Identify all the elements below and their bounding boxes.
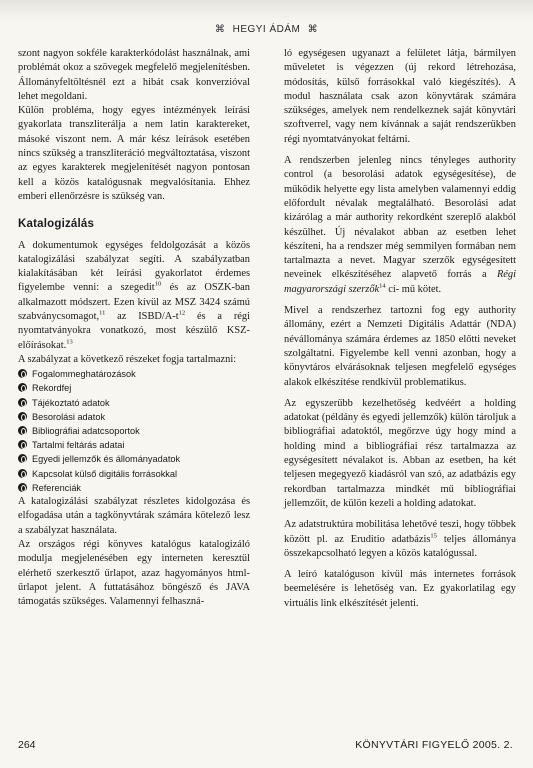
list-item xyxy=(18,410,250,424)
list-item-label: Kapcsolat külső digitális forrásokkal xyxy=(32,468,178,479)
left-paragraph-5: A katalogizálási szabályzat részletes kidolgozása és elfogadása után a tagkönyvtárak számára kötelező lesz a szabályzat használata. xyxy=(18,496,250,536)
bullet-icon xyxy=(18,454,27,463)
left-paragraph-2: Külön probléma, hogy egyes intézmények leírási gyakorlata transzliterálja a nem latin karaktereket, másoké viszont nem. A már kész leírások esetében nincs szükség a transzliteráció megváltoztatása, viszont az egyes karakterek megjelenítését nagyon pontosan kell a közös katalógusnak megvalósítania. Ehhez emberi ellenőrzésre is szükség van. xyxy=(18,105,250,202)
p5-text-b: teljes állománya összekapcsolható legyen a közös katalógussal. xyxy=(284,533,516,559)
left-paragraph-6: Az országos régi könyves katalógus katalogizáló modulja megjelenésében egy interneten keresztül elérhető szerkesztő űrlapot, azaz hagyományos html-űrlapot jelent. A futtatásához böngésző és JAVA támogatás szükséges. Valamennyi felhaszná- xyxy=(18,538,250,608)
bullet-icon xyxy=(18,440,27,449)
section-title-katalogizalas: Katalogizálás xyxy=(18,218,95,231)
right-paragraph-3: Mivel a rendszerhez tartozni fog egy authority állomány, ezért a Nemzeti Digitális Adattár (NDA) névállománya számára érdemes az 1850 előtti neveket szolgáltatni. Figyelembe kell venni azonban, hogy a könyvtáros elvárásoknak teljesen megfelelő egységes alakok elkészítése rendkívül problematikus. xyxy=(284,305,516,388)
bullet-icon xyxy=(18,469,27,478)
page-number: 264 xyxy=(18,739,36,751)
left-paragraph-3 xyxy=(18,239,250,353)
bullet-icon xyxy=(18,398,27,407)
p2-text-a: A rendszerben jelenleg nincs tényleges authority control (a besorolási adatok egységesítése), de működik helyette egy lista amelyben valamennyi eddig előfordult névalak megtalálható. Besorolási adat kizárólag a már authority rekordként szereplő alakból készülhet. Új névalakot abban az esetben lehet készíteni, ha a rendszer még semmilyen formában nem tartalmazta a nevet. Magyar szerzők egységesített neveinek elkészítéséhez alapvető forrás a xyxy=(284,155,516,281)
list-item xyxy=(18,396,250,410)
list-item xyxy=(18,452,250,466)
footnote-ref-15: 15 xyxy=(430,532,437,540)
book-title: Régi magyarországi szerzők xyxy=(284,269,516,295)
right-paragraph-6: A leíró katalóguson kívül más internetes források beemelésére is lehetőség van. Ez gyakorlatilag egy virtuális link elkészítését jelenti. xyxy=(284,569,516,609)
p3-text-b: és az OSZK-ban alkalmazott módszert. Ezen kívül az MSZ 3424 számú szabványcsomagot, xyxy=(18,282,250,323)
p3-text-d: és a régi nyomtatványokra vonatkozó, most készülő KSZ-előírásokat. xyxy=(18,311,250,351)
list-item xyxy=(18,467,250,481)
bullet-icon xyxy=(18,383,27,392)
list-item-label: Tartalmi feltárás adatai xyxy=(32,440,125,451)
footnote-ref-11: 11 xyxy=(99,309,106,317)
list-item xyxy=(18,438,250,452)
list-item xyxy=(18,367,250,381)
bullet-icon xyxy=(18,483,27,492)
footnote-ref-12: 12 xyxy=(178,309,186,317)
list-item xyxy=(18,381,250,395)
p2-text-b: cí- mű kötet. xyxy=(385,283,442,295)
list-item xyxy=(18,424,250,438)
bullet-icon xyxy=(18,369,27,378)
top-bleed-strip xyxy=(0,0,533,22)
right-paragraph-4: Az egyszerűbb kezelhetőség kedvéért a holding adatokat (példány és egyedi jellemzők) külön tároljuk a bibliográfiai adatoktól, megőrzve úgy hogy mind a holding mind a bibliográfiai rész tartalmazza az egységesített névalakot is. Abban az esetben, ha két teljesen megegyező kiadásról van szó, az adatbázis egy rekordban tartalmazza mindkét mű bibliográfiai jellemzőit, de külön kezeli a holding adatokat. xyxy=(284,397,516,509)
list-item xyxy=(18,481,250,495)
list-item-label: Rekordfej xyxy=(32,383,72,394)
footnote-ref-14: 14 xyxy=(379,282,386,290)
left-paragraph-4: A szabályzat a következő részeket fogja tartalmazni: xyxy=(18,353,237,365)
list-item-label: Egyedi jellemzők és állományadatok xyxy=(32,454,181,465)
list-item-label: Besorolási adatok xyxy=(32,411,106,422)
p5-text-a: Az adatstruktúra mobilitása lehetővé teszi, hogy többek között pl. az Eruditio adatbázis xyxy=(284,519,516,545)
ornament-right-icon: ⌘ xyxy=(307,24,319,35)
list-item-label: Tájékoztató adatok xyxy=(32,397,110,408)
p3-text-a: A dokumentumok egységes feldolgozását a közös katalogizálási szabályzat segíti. A szabályzatban kialakításában két leírási gyakorlatot érdemes figyelembe venni: a szegedit xyxy=(18,239,250,294)
footnote-ref-13: 13 xyxy=(66,338,73,346)
right-paragraph-1: ló egységesen ugyanazt a felületet látja, bármilyen műveletet is végezzen (új rekord létrehozása, módosítás, külső forrásokkal való kiegészítés). A modul használata csak azon könyvtárak számára szükséges, amelyek nem rendelkeznek saját könyvtári szoftverrel, vagy nem kívánnak a saját rendszerükben régi nyomtatványokat feltárni. xyxy=(284,48,516,145)
p3-text-c: az ISBD/A-t xyxy=(105,311,179,323)
list-item-label: Referenciák xyxy=(32,482,82,493)
list-item-label: Bibliográfiai adatcsoportok xyxy=(32,426,140,437)
running-head-title: HEGYI ÁDÁM xyxy=(232,24,301,35)
ornament-left-icon: ⌘ xyxy=(214,24,226,35)
bullet-icon xyxy=(18,412,27,421)
footnote-ref-10: 10 xyxy=(154,280,162,288)
rules-section-list xyxy=(18,367,250,495)
left-column xyxy=(18,47,250,609)
bullet-icon xyxy=(18,426,27,435)
right-paragraph-5 xyxy=(284,518,516,561)
journal-name: KÖNYVTÁRI FIGYELŐ 2005. 2. xyxy=(355,739,513,751)
left-paragraph-1: szont nagyon sokféle karakterkódolást használnak, ami problémát okoz a szövegek megfelelő megjelenítésben. Állományfeltöltésnél ezt a hibát csak konverzióval lehet megoldani. xyxy=(18,48,250,102)
right-column xyxy=(284,47,516,611)
list-item-label: Fogalommeghatározások xyxy=(32,369,136,380)
running-head xyxy=(0,24,533,35)
right-paragraph-2 xyxy=(284,154,516,297)
